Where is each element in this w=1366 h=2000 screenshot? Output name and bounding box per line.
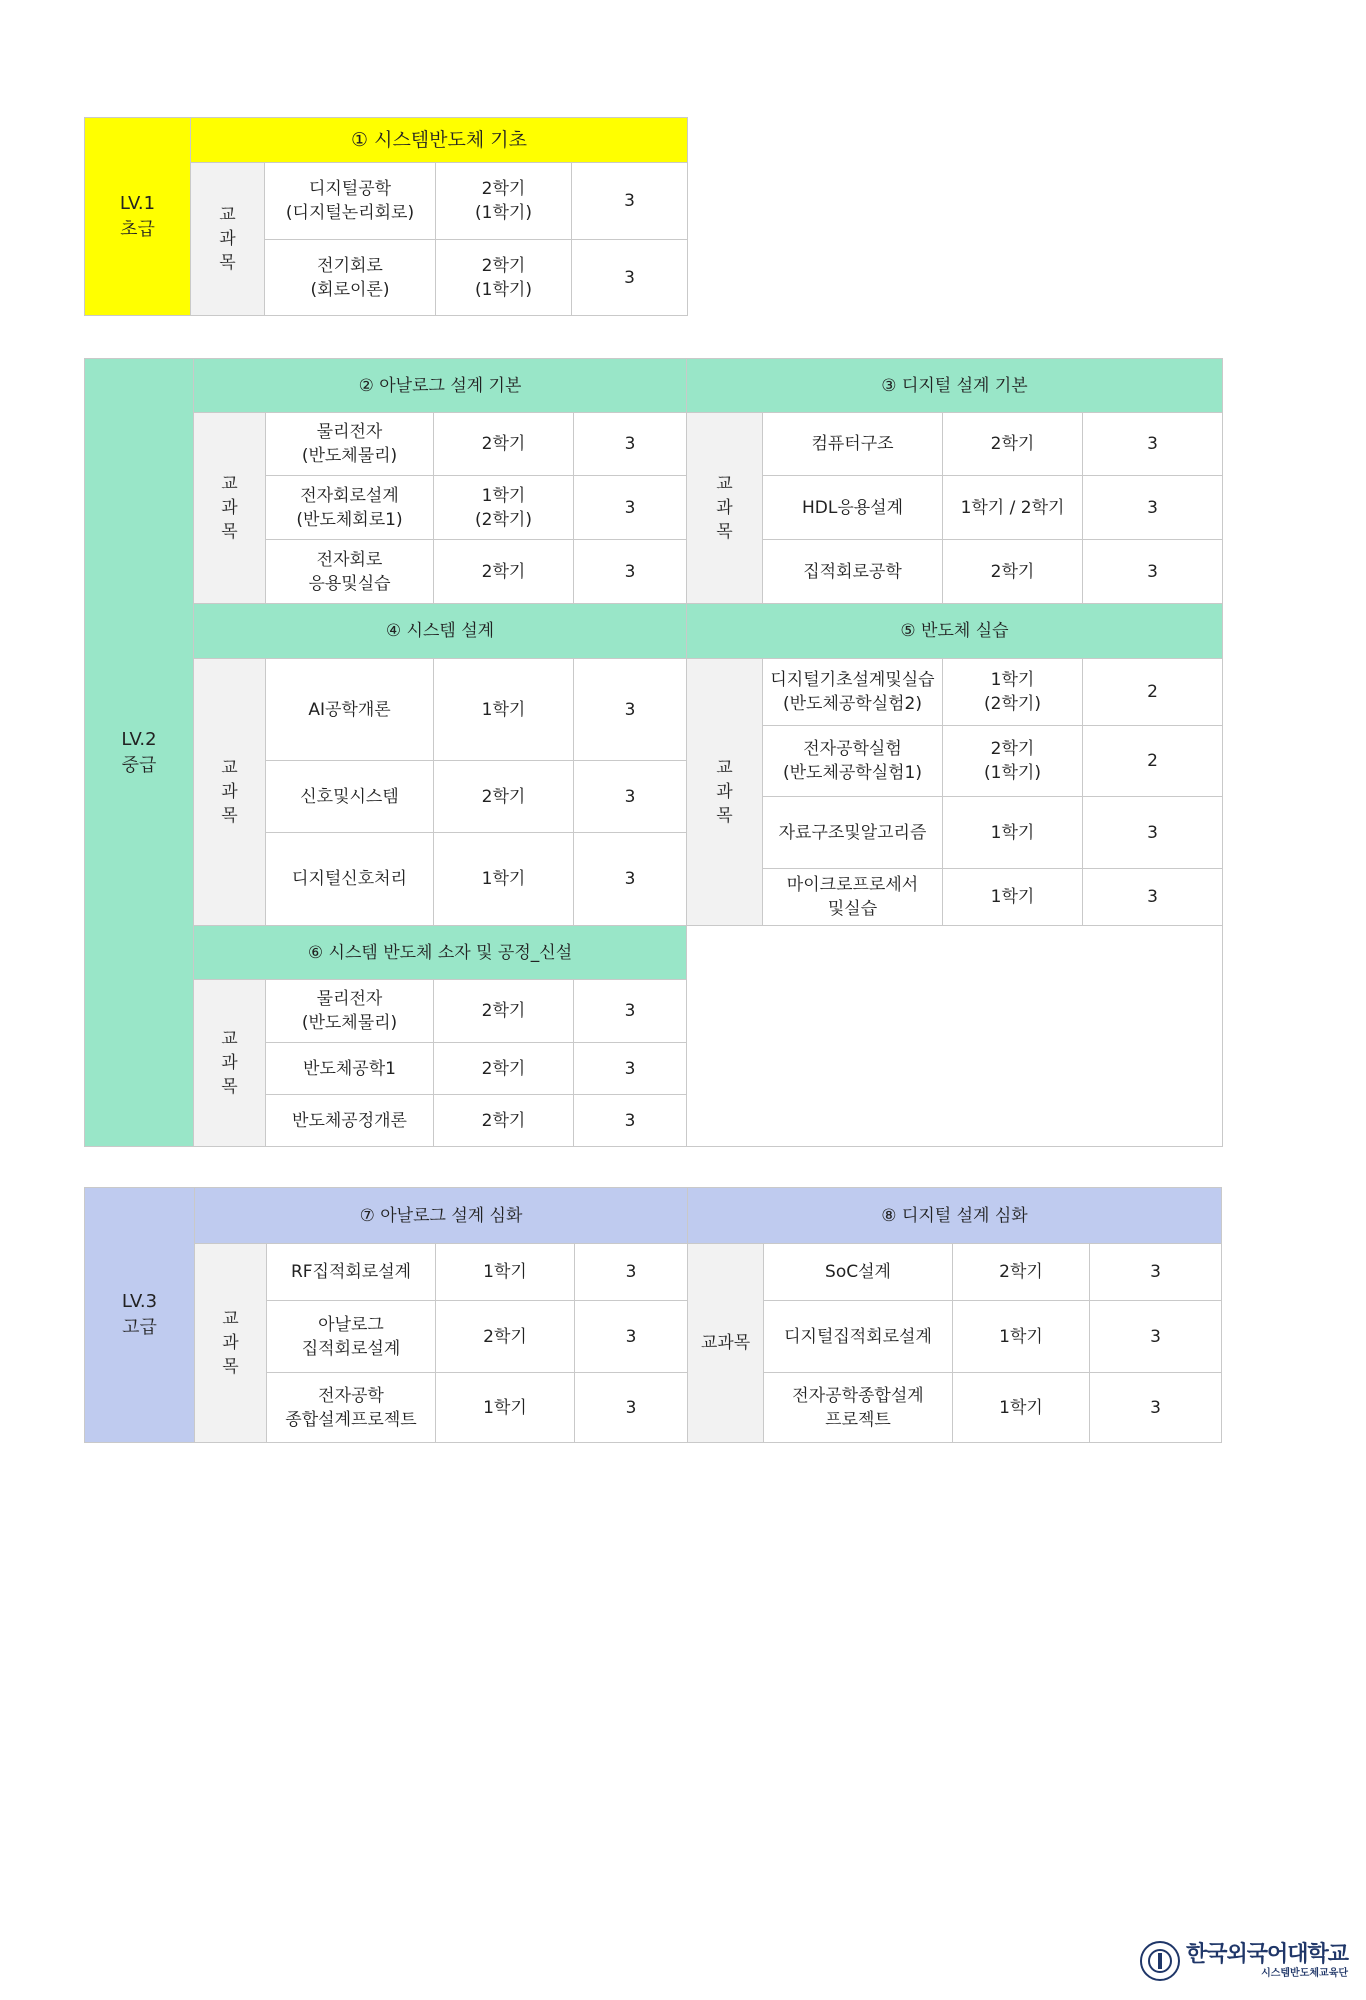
group2-row3-course: 전자회로 응용및실습	[265, 539, 434, 604]
group5-row4-credits: 3	[1082, 868, 1223, 926]
group7-row2-semester: 2학기	[435, 1300, 575, 1373]
group3-row2-course: HDL응용설계	[762, 475, 943, 540]
group1-subject-label: 교 과 목	[190, 162, 265, 316]
group7-row1-course: RF집적회로설계	[266, 1243, 436, 1301]
lv3-level-label: LV.3 고급	[84, 1187, 195, 1443]
university-name: 한국외국어대학교	[1186, 1942, 1349, 1968]
group6-row1-credits: 3	[573, 979, 687, 1043]
group7-row2-course: 아날로그 집적회로설계	[266, 1300, 436, 1373]
group7-row3-semester: 1학기	[435, 1372, 575, 1443]
group6-row3-course: 반도체공정개론	[265, 1094, 434, 1147]
group7-row2-credits: 3	[574, 1300, 688, 1373]
group6-row3-credits: 3	[573, 1094, 687, 1147]
group5-row4-semester: 1학기	[942, 868, 1083, 926]
group8-row1-course: SoC설계	[763, 1243, 953, 1301]
group1-row1-course: 디지털공학 (디지털논리회로)	[264, 162, 436, 240]
group6-row2-credits: 3	[573, 1042, 687, 1095]
group5-row2-course: 전자공학실험 (반도체공학실험1)	[762, 725, 943, 797]
group5-row4-course: 마이크로프로세서 및실습	[762, 868, 943, 926]
group4-row3-course: 디지털신호처리	[265, 832, 434, 926]
group8-title: ⑧ 디지털 설계 심화	[687, 1187, 1222, 1244]
group5-row2-credits: 2	[1082, 725, 1223, 797]
group6-row1-semester: 2학기	[433, 979, 574, 1043]
group6-row2-semester: 2학기	[433, 1042, 574, 1095]
group4-row1-credits: 3	[573, 658, 687, 761]
group4-row1-course: AI공학개론	[265, 658, 434, 761]
group6-row1-course: 물리전자 (반도체물리)	[265, 979, 434, 1043]
group2-row2-semester: 1학기 (2학기)	[433, 475, 574, 540]
group8-row1-semester: 2학기	[952, 1243, 1090, 1301]
group8-row3-course: 전자공학종합설계 프로젝트	[763, 1372, 953, 1443]
group3-row2-semester: 1학기 / 2학기	[942, 475, 1083, 540]
group7-row3-credits: 3	[574, 1372, 688, 1443]
group8-row2-credits: 3	[1089, 1300, 1222, 1373]
group3-subject-label: 교 과 목	[686, 412, 763, 604]
group4-row3-semester: 1학기	[433, 832, 574, 926]
group3-row3-semester: 2학기	[942, 539, 1083, 604]
university-logo	[1140, 1938, 1355, 1984]
group2-row3-credits: 3	[573, 539, 687, 604]
group5-row1-semester: 1학기 (2학기)	[942, 658, 1083, 726]
group4-title: ④ 시스템 설계	[193, 603, 687, 659]
group2-row2-course: 전자회로설계 (반도체회로1)	[265, 475, 434, 540]
group8-row3-credits: 3	[1089, 1372, 1222, 1443]
group2-subject-label: 교 과 목	[193, 412, 266, 604]
group7-row1-semester: 1학기	[435, 1243, 575, 1301]
group4-row3-credits: 3	[573, 832, 687, 926]
group8-row2-course: 디지털집적회로설계	[763, 1300, 953, 1373]
lv2-empty-area	[686, 925, 1223, 1147]
group8-row2-semester: 1학기	[952, 1300, 1090, 1373]
group4-subject-label: 교 과 목	[193, 658, 266, 926]
group1-row1-credits: 3	[571, 162, 688, 240]
group7-row3-course: 전자공학 종합설계프로젝트	[266, 1372, 436, 1443]
group4-row2-semester: 2학기	[433, 760, 574, 833]
group3-row1-semester: 2학기	[942, 412, 1083, 476]
group6-title: ⑥ 시스템 반도체 소자 및 공정_신설	[193, 925, 687, 980]
group2-title: ② 아날로그 설계 기본	[193, 358, 687, 413]
group4-row2-credits: 3	[573, 760, 687, 833]
group3-row3-credits: 3	[1082, 539, 1223, 604]
group1-row2-credits: 3	[571, 239, 688, 316]
group8-subject-label: 교과목	[687, 1243, 764, 1443]
group1-row2-course: 전기회로 (회로이론)	[264, 239, 436, 316]
department-name: 시스템반도체교육단	[1261, 1967, 1349, 1979]
group5-row1-course: 디지털기초설계및실습 (반도체공학실험2)	[762, 658, 943, 726]
group6-subject-label: 교 과 목	[193, 979, 266, 1147]
group1-title: ① 시스템반도체 기초	[190, 117, 688, 163]
group4-row1-semester: 1학기	[433, 658, 574, 761]
group6-row2-course: 반도체공학1	[265, 1042, 434, 1095]
lv2-level-label: LV.2 중급	[84, 358, 194, 1147]
group5-row3-course: 자료구조및알고리즘	[762, 796, 943, 869]
group3-row1-credits: 3	[1082, 412, 1223, 476]
group2-row2-credits: 3	[573, 475, 687, 540]
group5-row1-credits: 2	[1082, 658, 1223, 726]
group7-row1-credits: 3	[574, 1243, 688, 1301]
lv1-level-label: LV.1 초급	[84, 117, 191, 316]
group2-row1-credits: 3	[573, 412, 687, 476]
group8-row3-semester: 1학기	[952, 1372, 1090, 1443]
group3-row2-credits: 3	[1082, 475, 1223, 540]
group3-row1-course: 컴퓨터구조	[762, 412, 943, 476]
group7-subject-label: 교 과 목	[194, 1243, 267, 1443]
group5-title: ⑤ 반도체 실습	[686, 603, 1223, 659]
group5-row3-credits: 3	[1082, 796, 1223, 869]
group3-row3-course: 집적회로공학	[762, 539, 943, 604]
group2-row3-semester: 2학기	[433, 539, 574, 604]
university-seal-icon	[1140, 1941, 1180, 1981]
group5-row2-semester: 2학기 (1학기)	[942, 725, 1083, 797]
group1-row1-semester: 2학기 (1학기)	[435, 162, 572, 240]
group5-subject-label: 교 과 목	[686, 658, 763, 926]
group8-row1-credits: 3	[1089, 1243, 1222, 1301]
group7-title: ⑦ 아날로그 설계 심화	[194, 1187, 688, 1244]
group6-row3-semester: 2학기	[433, 1094, 574, 1147]
group2-row1-course: 물리전자 (반도체물리)	[265, 412, 434, 476]
group5-row3-semester: 1학기	[942, 796, 1083, 869]
group3-title: ③ 디지털 설계 기본	[686, 358, 1223, 413]
group2-row1-semester: 2학기	[433, 412, 574, 476]
group1-row2-semester: 2학기 (1학기)	[435, 239, 572, 316]
group4-row2-course: 신호및시스템	[265, 760, 434, 833]
